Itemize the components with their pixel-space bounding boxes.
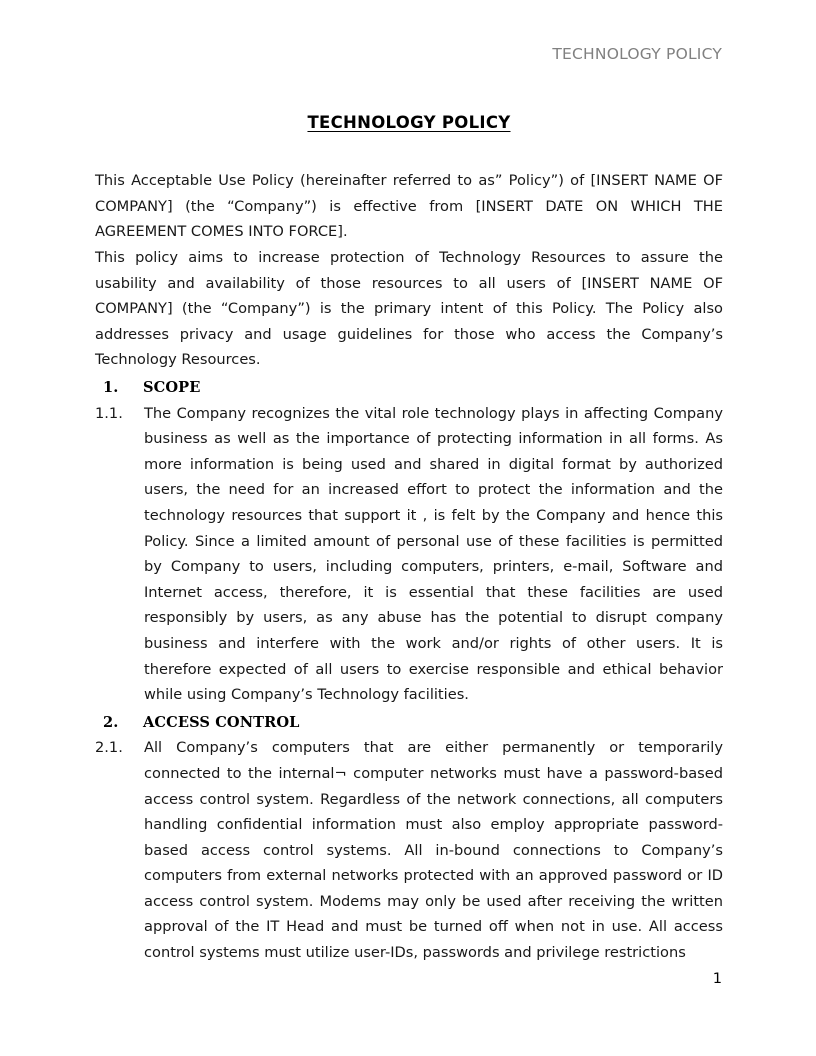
intro-paragraph-1: This Acceptable Use Policy (hereinafter referred to as” Policy”) of [INSERT NAME OF COMPANY] (the “Company”) is effective from [INSERT DATE ON WHICH THE AGREEMENT COMES INTO FORCE]. xyxy=(95,172,723,241)
running-header: TECHNOLOGY POLICY xyxy=(552,45,722,63)
clause-2-1 xyxy=(95,735,723,965)
page-title xyxy=(95,112,723,134)
clause-1-1 xyxy=(95,401,723,708)
clause-number: 2.1. xyxy=(95,739,123,757)
intro-paragraph-2: This policy aims to increase protection of Technology Resources to assure the usability and availability of those resources to all users of [INSERT NAME OF COMPANY] (the “Company”) is the primary intent of this Policy. The Policy also addresses privacy and usage guidelines for those who access the Company’s Technology Resources. xyxy=(95,249,723,369)
clause-text: The Company recognizes the vital role technology plays in affecting Company business as well as the importance of protecting information in all forms. As more information is being used and shared in digital format by authorized users, the need for an increased effort to protect the information and the technology resources that support it , is felt by the Company and hence this Policy. Since a limited amount of personal use of these facilities is permitted by Company to users, including computers, printers, e-mail, Software and Internet access, therefore, it is essential that these facilities are used responsibly by users, as any abuse has the potential to disrupt company business and interfere with the work and/or rights of other users. It is therefore expected of all users to exercise responsible and ethical behavior while using Company’s Technology facilities. xyxy=(144,404,723,704)
section-label: ACCESS CONTROL xyxy=(143,713,300,731)
clause-number: 1.1. xyxy=(95,404,123,422)
clause-text: All Company’s computers that are either permanently or temporarily connected to the internal¬ computer networks must have a password-based access control system. Regardless of the network connections, all computers handling confidential information must also employ appropriate password-based access control systems. All in-bound connections to Company’s computers from external networks protected with an approved password or ID access control system. Modems may only be used after receiving the written approval of the IT Head and must be turned off when not in use. All access control systems must utilize user-IDs, passwords and privilege restrictions xyxy=(144,739,723,962)
section-label: SCOPE xyxy=(143,379,201,397)
section-number: 2. xyxy=(103,713,119,731)
page-title-text: TECHNOLOGY POLICY xyxy=(307,113,511,132)
document-body xyxy=(95,112,723,966)
section-number: 1. xyxy=(103,379,119,397)
section-heading-scope xyxy=(95,375,723,401)
page-number: 1 xyxy=(712,970,722,987)
section-heading-access-control xyxy=(95,710,723,736)
